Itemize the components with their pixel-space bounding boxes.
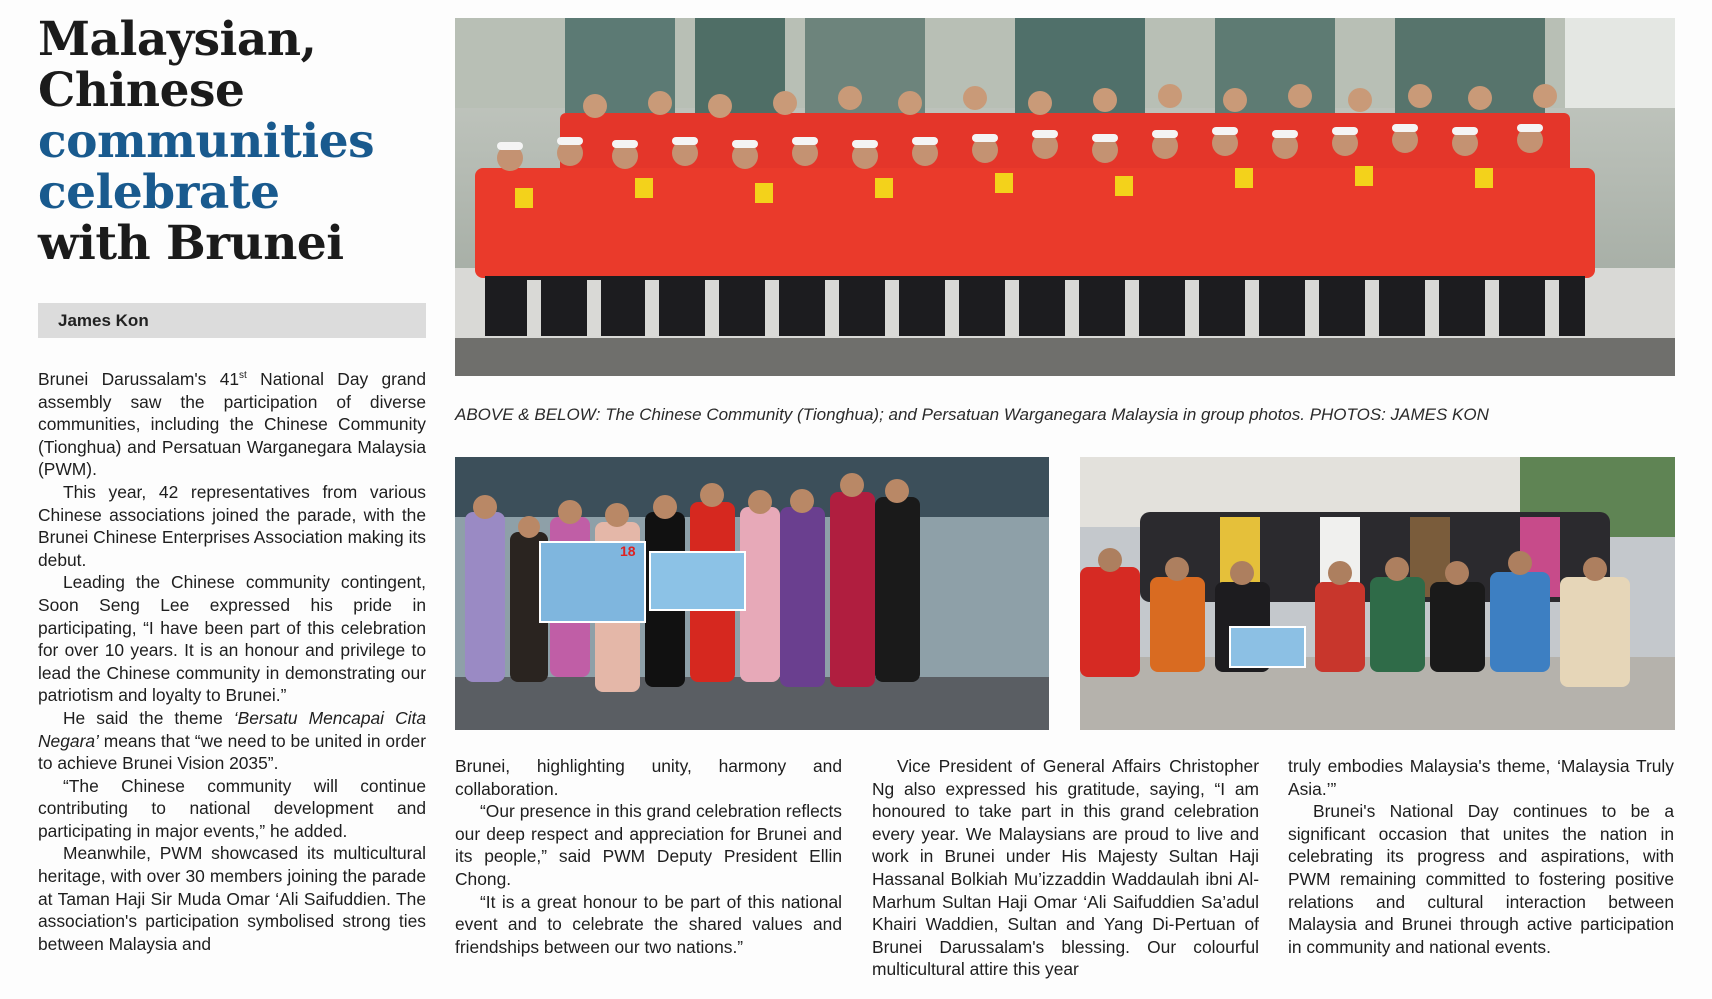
headline-line-3: communities [38,114,375,169]
paragraph: This year, 42 representatives from various Chinese associations joined the parade, with the Brunei Chinese Enterprises Association making its debut. [38,481,426,570]
sign-number: 18 [620,543,636,559]
headline-line-5: with Brunei [38,216,344,271]
paragraph: He said the theme ‘Bersatu Mencapai Cita Negara’ means that “we need to be united in order to achieve Brunei Vision 2035”. [38,707,426,774]
paragraph: “The Chinese community will continue contributing to national development and participating in major events,” he added. [38,775,426,841]
headline-line-4: celebrate [38,165,280,220]
paragraph: Brunei, highlighting unity, harmony and collaboration. [455,756,842,799]
article-column-4 [1288,755,1674,958]
paragraph: Brunei's National Day continues to be a significant occasion that unites the nation in celebrating its progress and aspirations, with PWM remaining committed to fostering positive relations and cultural interaction between Malaysia and Brunei through active participation in community and national events. [1288,801,1674,957]
photo-pwm-kneeling-group [1080,457,1675,730]
photo-caption: ABOVE & BELOW: The Chinese Community (Tionghua); and Persatuan Warganegara Malaysia in group photos. PHOTOS: JAMES KON [455,405,1489,424]
paragraph: “Our presence in this grand celebration reflects our deep respect and appreciation for Brunei and its people,” said PWM Deputy President Ellin Chong. [455,801,842,889]
paragraph: Brunei Darussalam's 41st National Day grand assembly saw the participation of diverse communities, including the Chinese Community (Tionghua) and Persatuan Warganegara Malaysia (PWM). [38,369,426,480]
paragraph: Meanwhile, PWM showcased its multicultural heritage, with over 30 members joining the parade at Taman Haji Sir Muda Omar ‘Ali Saifuddien. The association's participation symbolised strong ties between Malaysia and [38,843,426,954]
article-column-1 [38,368,426,955]
photo-pwm-women-group [455,457,1049,730]
byline: James Kon [38,303,426,338]
headline-line-1: Malaysian, [38,12,317,67]
photo-chinese-community-group [455,18,1675,376]
headline-line-2: Chinese [38,63,245,118]
headline [38,14,418,269]
paragraph: “It is a great honour to be part of this national event and to celebrate the shared values and friendships between our two nations.” [455,891,842,957]
paragraph: Leading the Chinese community contingent, Soon Seng Lee expressed his pride in participating, “I have been part of this celebration for over 10 years. It is an honour and privilege to lead the Chinese community in demonstrating our patriotism and loyalty to Brunei.” [38,572,426,706]
article-column-3 [872,755,1259,981]
paragraph: truly embodies Malaysia's theme, ‘Malaysia Truly Asia.’” [1288,756,1674,799]
article-column-2 [455,755,842,958]
paragraph: Vice President of General Affairs Christopher Ng also expressed his gratitude, saying, “I am honoured to take part in this grand celebration every year. We Malaysians are proud to live and work in Brunei under His Majesty Sultan Haji Hassanal Bolkiah Mu’izzaddin Waddaulah ibni Al-Marhum Sultan Haji Omar ‘Ali Saifuddien Sa’adul Khairi Waddien, Sultan and Yang Di-Pertuan of Brunei Darussalam's blessing. Our colourful multicultural attire this year [872,756,1259,980]
